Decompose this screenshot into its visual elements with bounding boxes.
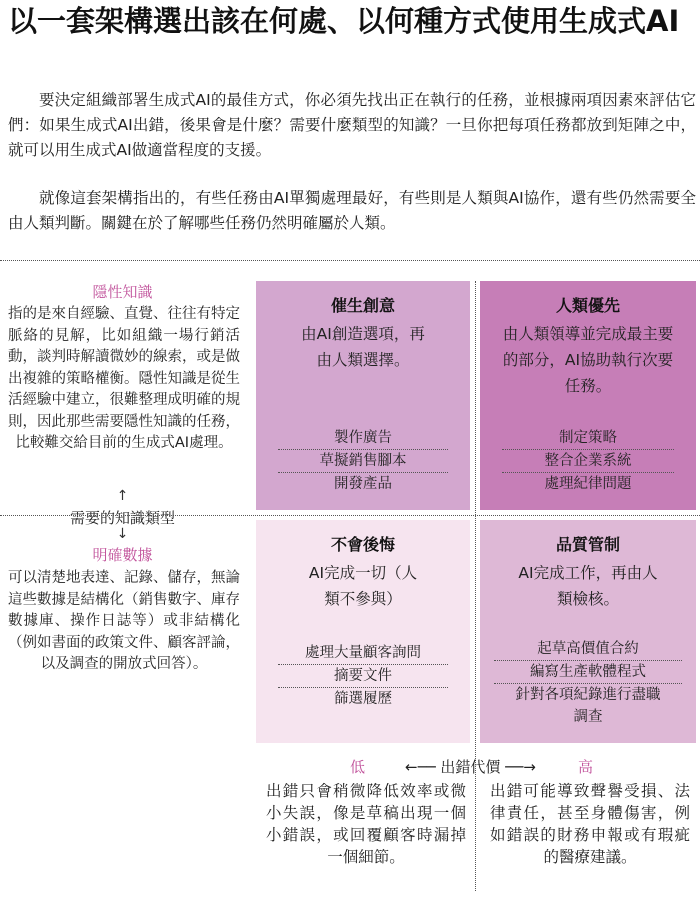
quadrant-title: 品質管制: [555, 535, 620, 554]
quadrant-human-first: [480, 281, 696, 510]
example-item: 針對各項紀錄進行盡職調查: [515, 687, 661, 725]
low-cost-description: 出錯只會稍微降低效率或微小失誤，像是草稿出現一個小錯誤，或回覆顧客時漏掉一個細節。: [266, 782, 466, 866]
quadrant-examples: [502, 427, 674, 495]
example-item: 處理紀律問題: [544, 476, 632, 492]
intro-paragraph-1: 要決定組織部署生成式AI的最佳方式，你必須先找出正在執行的任務，並根據兩項因素來評估它們：如果生成式AI出錯，後果會是什麼？需要什麼類型的知識？一旦你把每項任務都放到矩陣之中，就可以用生成式AI做適當程度的支援。: [8, 91, 696, 159]
tacit-knowledge-heading: 隱性知識: [92, 283, 153, 301]
quadrant-description: AI完成工作，再由人類檢核。: [518, 564, 658, 608]
quadrant-examples: [494, 638, 682, 728]
knowledge-type-axis-label: 需要的知識類型: [69, 509, 175, 527]
error-cost-axis-label: ←── 出錯代價 ──→: [405, 758, 536, 776]
tacit-knowledge-text: 指的是來自經驗、直覺、往往有特定脈絡的見解，比如組織一場行銷活動，談判時解讀微妙的線索，或是做出複雜的策略權衡。隱性知識是從生活經驗中建立，很難整理成明確的規則，因此那些需要隱性知識的任務，比較難交給目前的生成式AI處理。: [8, 306, 240, 451]
example-item: 編寫生產軟體程式: [494, 661, 682, 684]
arrow-down-icon: ↓: [116, 526, 129, 542]
quadrant-title: 催生創意: [330, 296, 395, 315]
quadrant-examples: [278, 427, 448, 495]
vertical-divider: [475, 281, 476, 891]
example-item: 起草高價值合約: [494, 638, 682, 661]
quadrant-description: 由AI創造選項，再由人類選擇。: [301, 325, 425, 369]
example-item: 整合企業系統: [502, 450, 674, 473]
quadrant-ideation: [256, 281, 470, 510]
arrow-up-icon: ↑: [116, 488, 129, 504]
quadrant-description: 由人類領導並完成最主要的部分，AI協助執行次要任務。: [502, 325, 674, 395]
example-item: 開發產品: [334, 476, 392, 492]
intro-paragraph-2: 就像這套架構指出的，有些任務由AI單獨處理最好，有些則是人類與AI協作，還有些仍然需要全由人類判斷。關鍵在於了解哪些任務仍然明確屬於人類。: [8, 189, 696, 232]
example-item: 處理大量顧客詢問: [278, 642, 448, 665]
horizontal-divider: [0, 515, 700, 516]
example-item: 制定策略: [502, 427, 674, 450]
quadrant-no-regrets: [256, 520, 470, 743]
quadrant-quality-control: [480, 520, 696, 743]
page-title: 以一套架構選出該在何處、以何種方式使用生成式AI: [8, 4, 680, 38]
explicit-data-text: 可以清楚地表達、記錄、儲存，無論這些數據是結構化（銷售數字、庫存數據庫、操作日誌等）或非結構化（例如書面的政策文件、顧客評論，以及調查的開放式回答）。: [8, 570, 240, 672]
low-cost-label: 低: [350, 758, 366, 776]
quadrant-title: 人類優先: [555, 296, 620, 315]
high-cost-description: 出錯可能導致聲譽受損、法律責任，甚至身體傷害，例如錯誤的財務申報或有瑕疵的醫療建議。: [490, 782, 690, 866]
example-item: 摘要文件: [278, 665, 448, 688]
quadrant-description: AI完成一切（人類不參與）: [308, 564, 418, 608]
high-cost-label: 高: [578, 758, 594, 776]
example-item: 草擬銷售腳本: [278, 450, 448, 473]
quadrant-examples: [278, 642, 448, 710]
example-item: 篩選履歷: [334, 691, 392, 707]
example-item: 製作廣告: [278, 427, 448, 450]
section-divider: [0, 260, 700, 261]
explicit-data-heading: 明確數據: [92, 546, 153, 564]
quadrant-title: 不會後悔: [330, 535, 395, 554]
